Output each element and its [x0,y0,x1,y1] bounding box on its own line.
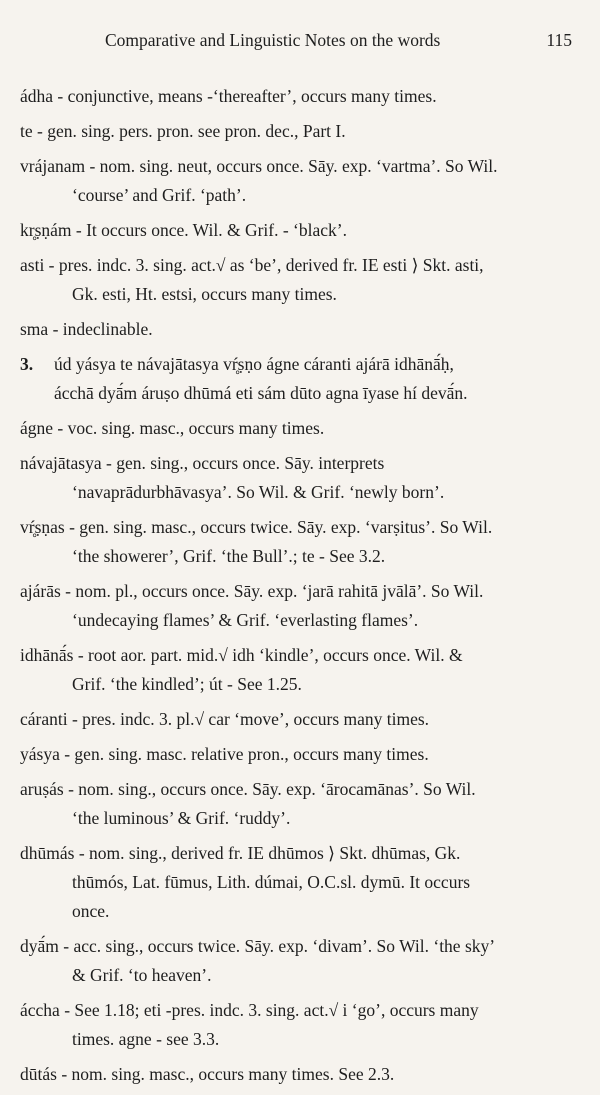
entry: yásya - gen. sing. masc. relative pron., occurs many times. [20,744,429,764]
page-number: 115 [546,30,572,50]
entry: ágne - voc. sing. masc., occurs many times. [20,418,325,438]
entry: ádha - conjunctive, means -‘thereafter’, occurs many times. [20,86,437,106]
page-body [20,82,580,1095]
entry: návajātasya - gen. sing., occurs once. Sāy. interprets ‘navaprādurbhāvasya’. So Wil. & Grif. ‘newly born’. [20,453,445,502]
entry: cáranti - pres. indc. 3. pl.√ car ‘move’, occurs many times. [20,709,430,729]
entry: asti - pres. indc. 3. sing. act.√ as ‘be’, derived fr. IE esti ⟩ Skt. asti, Gk. esti, Ht. estsi, occurs many times. [20,255,484,304]
verse-block [20,350,580,408]
entry: idhānā́s - root aor. part. mid.√ idh ‘kindle’, occurs once. Wil. & Grif. ‘the kindled’; út - See 1.25. [20,645,463,694]
entry: sma - indeclinable. [20,319,153,339]
entry: áccha - See 1.18; eti -pres. indc. 3. sing. act.√ i ‘go’, occurs many times. agne - see 3.3. [20,1000,479,1049]
entry: vŕ̥ṣṇas - gen. sing. masc., occurs twice. Sāy. exp. ‘varṣitus’. So Wil. ‘the showerer’, Grif. ‘the Bull’.; te - See 3.2. [20,517,493,566]
verse-line: úd yásya te návajātasya vŕ̥ṣṇo ágne cáranti ajárā idhānā́ḥ, [54,354,454,374]
running-title: Comparative and Linguistic Notes on the words [105,30,441,50]
entry: dyā́m - acc. sing., occurs twice. Sāy. exp. ‘divam’. So Wil. ‘the sky’ & Grif. ‘to heaven’. [20,936,496,985]
verse-number: 3. [20,354,34,374]
verse-line: ácchā dyā́m áruṣo dhūmá eti sám dūto agna īyase hí devā́n. [54,383,468,403]
entry: dhūmás - nom. sing., derived fr. IE dhūmos ⟩ Skt. dhūmas, Gk. thūmós, Lat. fūmus, Lith. dúmai, O.C.sl. dymū. It occurs once. [20,843,471,921]
entry: aruṣás - nom. sing., occurs once. Sāy. exp. ‘ārocamānas’. So Wil. ‘the luminous’ & Grif. ‘ruddy’. [20,779,476,828]
entry: ajárās - nom. pl., occurs once. Sāy. exp. ‘jarā rahitā jvālā’. So Wil. ‘undecaying flames’ & Grif. ‘everlasting flames’. [20,581,484,630]
entry: kr̥ṣṇám - It occurs once. Wil. & Grif. - ‘black’. [20,220,347,240]
entry: dūtás - nom. sing. masc., occurs many times. See 2.3. [20,1064,395,1084]
entry: vrájanam - nom. sing. neut, occurs once. Sāy. exp. ‘vartma’. So Wil. ‘course’ and Grif. ‘path’. [20,156,498,205]
running-header [105,30,572,52]
entry: te - gen. sing. pers. pron. see pron. dec., Part I. [20,121,346,141]
